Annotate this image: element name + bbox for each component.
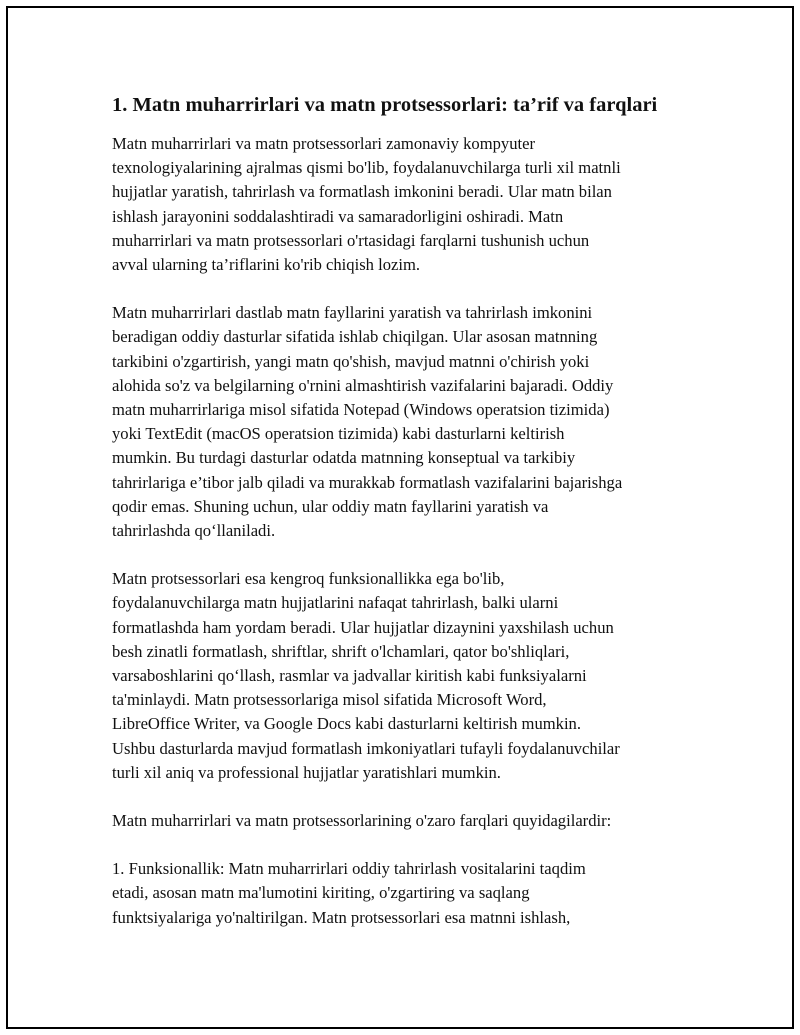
paragraph-intro (112, 132, 696, 277)
paragraph-word-processors (112, 567, 696, 785)
text-line: foydalanuvchilarga matn hujjatlarini nafaqat tahrirlash, balki ularni (112, 593, 559, 613)
text-line: alohida so'z va belgilarning o'rnini almashtirish vazifalarini bajaradi. Oddiy (112, 375, 614, 395)
text-line: tahrirlashda qo‘llaniladi. (112, 521, 276, 541)
text-line: varsaboshlarini qo‘llash, rasmlar va jadvallar kiritish kabi funksiyalarni (112, 666, 587, 686)
text-line: Matn muharrirlari dastlab matn fayllarini yaratish va tahrirlash imkonini (112, 303, 593, 323)
text-line: besh zinatli formatlash, shriftlar, shrift o'lchamlari, qator bo'shliqlari, (112, 641, 570, 661)
paragraph-functionality (112, 857, 696, 930)
paragraph-text-editors (112, 301, 696, 543)
text-line: tahrirlariga e’tibor jalb qiladi va murakkab formatlash vazifalarini bajarishga (112, 472, 623, 492)
text-line: beradigan oddiy dasturlar sifatida ishlab chiqilgan. Ular asosan matnning (112, 327, 598, 347)
document-title: 1. Matn muharrirlari va matn protsessorlari: ta’rif va farqlari (112, 94, 658, 116)
text-line: formatlashda ham yordam beradi. Ular hujjatlar dizaynini yaxshilash uchun (112, 617, 614, 637)
text-line: yoki TextEdit (macOS operatsion tizimida) kabi dasturlarni keltirish (112, 424, 565, 444)
text-line: turli xil aniq va professional hujjatlar yaratishlari mumkin. (112, 762, 501, 782)
text-line: tarkibini o'zgartirish, yangi matn qo'shish, mavjud matnni o'chirish yoki (112, 351, 590, 371)
text-line: qodir emas. Shuning uchun, ular oddiy matn fayllarini yaratish va (112, 496, 549, 516)
text-line: Matn protsessorlari esa kengroq funksionallikka ega bo'lib, (112, 569, 505, 589)
text-line: LibreOffice Writer, va Google Docs kabi dasturlarni keltirish mumkin. (112, 714, 582, 734)
text-line: 1. Funksionallik: Matn muharrirlari oddiy tahrirlash vositalarini taqdim (112, 859, 586, 879)
text-line: muharrirlari va matn protsessorlari o'rtasidagi farqlarni tushunish uchun (112, 230, 590, 250)
text-line: Matn muharrirlari va matn protsessorlari zamonaviy kompyuter (112, 134, 536, 153)
document-body (112, 92, 696, 954)
text-line: etadi, asosan matn ma'lumotini kiriting, o'zgartiring va saqlang (112, 883, 530, 903)
text-line: ta'minlaydi. Matn protsessorlariga misol sifatida Microsoft Word, (112, 690, 547, 710)
text-line: Ushbu dasturlarda mavjud formatlash imkoniyatlari tufayli foydalanuvchilar (112, 738, 620, 758)
text-line: ishlash jarayonini soddalashtiradi va samaradorligini oshiradi. Matn (112, 206, 564, 226)
text-line: texnologiyalarining ajralmas qismi bo'lib, foydalanuvchilarga turli xil matnli (112, 158, 621, 178)
text-line: funktsiyalariga yo'naltirilgan. Matn protsessorlari esa matnni ishlash, (112, 907, 571, 927)
text-line: hujjatlar yaratish, tahrirlash va formatlash imkonini beradi. Ular matn bilan (112, 182, 612, 202)
text-line: matn muharrirlariga misol sifatida Notepad (Windows operatsion tizimida) (112, 400, 610, 420)
text-line: avval ularning ta’riflarini ko'rib chiqish lozim. (112, 255, 421, 275)
paragraph-differences-intro (112, 809, 696, 833)
text-line: mumkin. Bu turdagi dasturlar odatda matnning konseptual va tarkibiy (112, 448, 576, 468)
text-line: Matn muharrirlari va matn protsessorlarining o'zaro farqlari quyidagilardir: (112, 811, 612, 831)
